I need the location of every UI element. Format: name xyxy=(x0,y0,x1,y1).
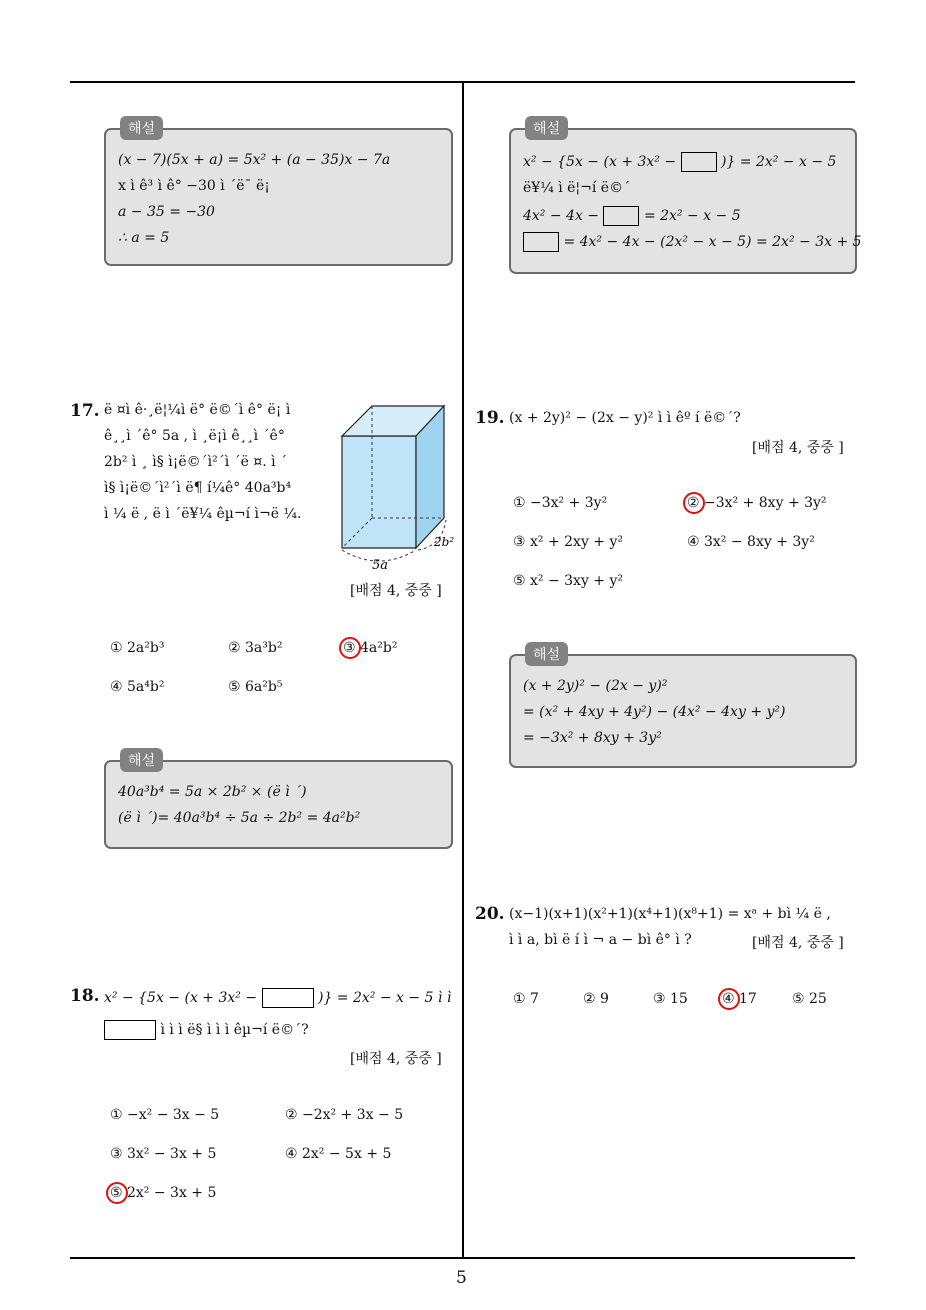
option-3[interactable]: ③ 4a²b² xyxy=(343,640,398,656)
expr-part: )} = 2x² − x − 5 xyxy=(720,154,837,170)
answer-circle xyxy=(339,637,361,659)
solution-tag: 해설 xyxy=(120,116,163,140)
blank-box xyxy=(523,232,559,252)
answer-circle xyxy=(718,988,740,1010)
solution-line xyxy=(523,152,836,172)
expr-part: x² − {5x − (x + 3x² − xyxy=(104,990,258,1006)
answer-circle xyxy=(683,492,705,514)
question-line xyxy=(104,986,451,1011)
bottom-rule xyxy=(70,1257,855,1259)
question-line: ê¸¸ì ´ê° 5a , ì ¸ë¡ì ê¸¸ì ´ê° xyxy=(104,428,285,444)
option-1[interactable]: ① 2a²b³ xyxy=(110,640,165,656)
option-1[interactable]: ① −x² − 3x − 5 xyxy=(110,1107,220,1123)
option-3[interactable]: ③ 15 xyxy=(653,991,688,1007)
page-number: 5 xyxy=(456,1268,467,1288)
option-4[interactable]: ④ 17 xyxy=(722,991,757,1007)
question-line: 2b² ì ¸ ì§ ì¡ë©´ì²´ì ´ë ¤. ì ´ xyxy=(104,454,288,470)
rectangular-prism-figure xyxy=(330,400,460,575)
option-2[interactable]: ② −2x² + 3x − 5 xyxy=(285,1107,404,1123)
blank-solution-box xyxy=(509,121,862,274)
q17-number: 17. xyxy=(70,401,100,421)
solution-line xyxy=(523,232,862,252)
q20-number: 20. xyxy=(475,904,505,924)
solution-tag: 해설 xyxy=(525,642,568,666)
q19-solution-box xyxy=(509,647,857,768)
option-4[interactable]: ④ 2x² − 5x + 5 xyxy=(285,1146,392,1162)
solution-line: = (x² + 4xy + 4y²) − (4x² − 4xy + y²) xyxy=(523,704,786,720)
blank-box xyxy=(681,152,717,172)
solution-line: (x + 2y)² − (2x − y)² xyxy=(523,678,668,694)
option-5[interactable]: ⑤ 2x² − 3x + 5 xyxy=(110,1185,217,1201)
answer-circle xyxy=(106,1182,128,1204)
prism-front-face xyxy=(342,436,416,548)
blank-box xyxy=(603,206,639,226)
option-2[interactable]: ② 9 xyxy=(583,991,609,1007)
option-4[interactable]: ④ 5a⁴b² xyxy=(110,679,165,695)
width-label: 5a xyxy=(372,558,389,573)
q17-points: [배점 4, 중중 ] xyxy=(350,583,442,599)
solution-tag: 해설 xyxy=(525,116,568,140)
q18-number: 18. xyxy=(70,986,100,1006)
option-5[interactable]: ⑤ 25 xyxy=(792,991,827,1007)
solution-line xyxy=(523,206,741,226)
solution-line: (x − 7)(5x + a) = 5x² + (a − 35)x − 7a xyxy=(118,152,391,168)
option-1[interactable]: ① 7 xyxy=(513,991,539,1007)
q18-points: [배점 4, 중중 ] xyxy=(350,1051,442,1067)
option-3[interactable]: ③ 3x² − 3x + 5 xyxy=(110,1146,217,1162)
solution-line: ë¥¼ ì ë¦¬í ë©´ xyxy=(523,180,631,196)
center-divider xyxy=(462,83,464,1259)
q19-points: [배점 4, 중중 ] xyxy=(752,440,844,456)
solution-line: x ì ê³ ì ê° −30 ì ´ë¯ ë¡ xyxy=(118,178,270,194)
q19-number: 19. xyxy=(475,408,505,428)
option-5[interactable]: ⑤ x² − 3xy + y² xyxy=(513,573,624,589)
solution-tag: 해설 xyxy=(120,748,163,772)
q16-solution-box xyxy=(104,121,453,266)
expr-part: ì ì a, bì ë í ì ¬ a − bì ê° ì ? xyxy=(509,932,692,948)
question-line: (x−1)(x+1)(x²+1)(x⁴+1)(x⁸+1) = xᵃ + bì ¼ ë , xyxy=(509,906,831,922)
blank-box xyxy=(262,988,314,1008)
solution-line: ∴ a = 5 xyxy=(118,230,170,246)
solution-line: (ë ì ´)= 40a³b⁴ ÷ 5a ÷ 2b² = 4a²b² xyxy=(118,810,361,826)
q20-points: [배점 4, 중중 ] xyxy=(752,935,844,951)
option-3[interactable]: ③ x² + 2xy + y² xyxy=(513,534,624,550)
question-line: ì§ ì¡ë©´ì²´ì ë¶ í¼ê° 40a³b⁴ xyxy=(104,480,292,496)
option-2[interactable]: ② −3x² + 8xy + 3y² xyxy=(687,495,827,511)
expr-part: = 4x² − 4x − (2x² − x − 5) = 2x² − 3x + 5 xyxy=(563,234,862,250)
q17-solution-box xyxy=(104,753,453,849)
expr-part: x² − {5x − (x + 3x² − xyxy=(523,154,677,170)
depth-label: 2b² xyxy=(434,535,455,549)
question-line xyxy=(104,1018,309,1043)
option-2[interactable]: ② 3a³b² xyxy=(228,640,283,656)
question-line: (x + 2y)² − (2x − y)² ì ì êº í ë©´? xyxy=(509,410,741,426)
solution-line: a − 35 = −30 xyxy=(118,204,215,220)
expr-part: = 2x² − x − 5 xyxy=(643,208,741,224)
expr-part: ì ì ì ë§ ì ì ì êµ¬í ë©´? xyxy=(160,1022,309,1038)
solution-line: 40a³b⁴ = 5a × 2b² × (ë ì ´) xyxy=(118,784,307,800)
solution-line: = −3x² + 8xy + 3y² xyxy=(523,730,662,746)
option-5[interactable]: ⑤ 6a²b⁵ xyxy=(228,679,283,695)
question-line: ì ¼ ë , ë ì ´ë¥¼ êµ¬í ì¬ë ¼. xyxy=(104,506,302,522)
option-1[interactable]: ① −3x² + 3y² xyxy=(513,495,608,511)
question-line xyxy=(509,928,692,953)
option-4[interactable]: ④ 3x² − 8xy + 3y² xyxy=(687,534,815,550)
question-line: ë ¤ì ê·¸ë¦¼ì ë° ë©´ì ê° ë¡ ì xyxy=(104,402,291,418)
expr-part: )} = 2x² − x − 5 ì ì xyxy=(317,990,452,1006)
blank-box xyxy=(104,1020,156,1040)
expr-part: 4x² − 4x − xyxy=(523,208,600,224)
